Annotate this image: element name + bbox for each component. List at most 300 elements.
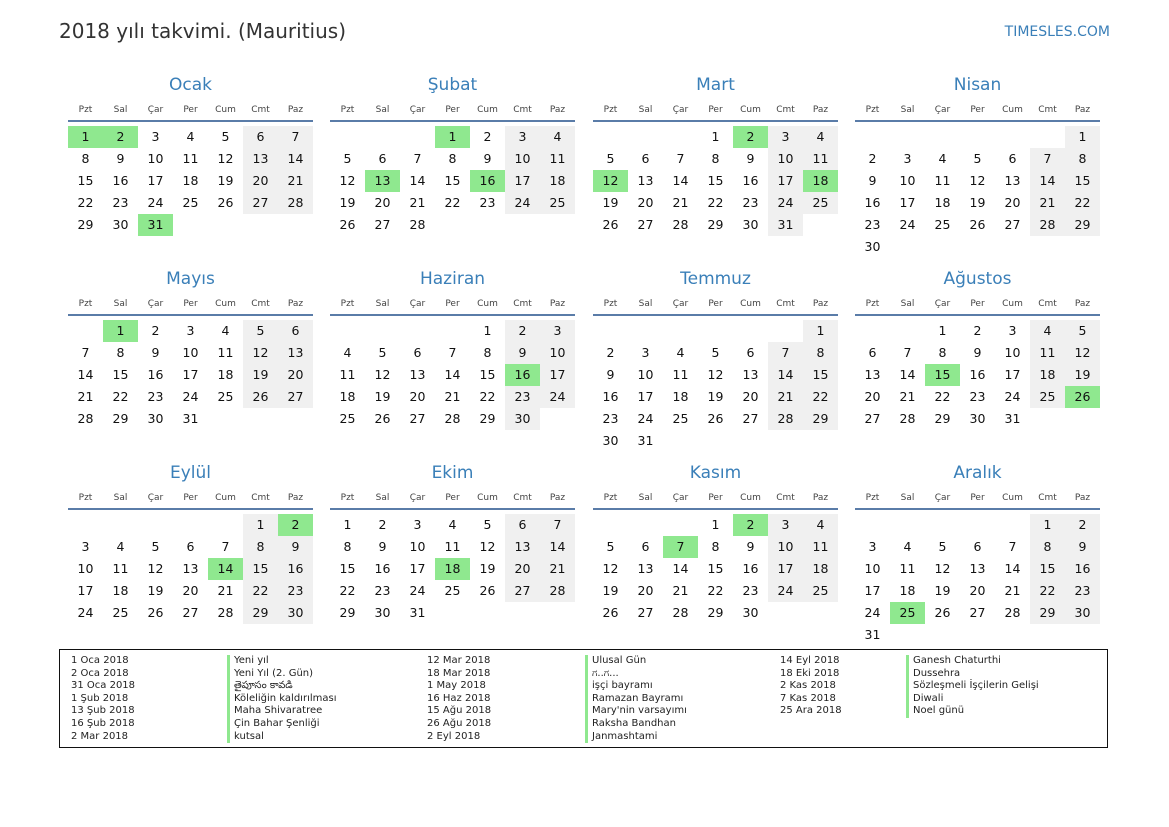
day-cell: 24 (768, 192, 803, 214)
day-cell: 18 (182, 173, 199, 188)
day-cell: 2 (868, 151, 877, 166)
day-cell: 12 (374, 367, 391, 382)
day-cell: 30 (112, 217, 129, 232)
day-cell: 19 (339, 195, 356, 210)
day-cell: 24 (899, 217, 916, 232)
day-cell: 14 (77, 367, 94, 382)
day-cell: 28 (768, 408, 803, 430)
day-cell: 7 (278, 126, 313, 148)
day-cell: 10 (899, 173, 916, 188)
weekday-label: Cmt (1038, 493, 1057, 503)
empty-cell (855, 514, 890, 536)
day-cell: 21 (540, 558, 575, 580)
month-title: Haziran (419, 269, 486, 289)
day-cell: 29 (77, 217, 94, 232)
day-cell: 18 (217, 367, 234, 382)
header-divider (68, 120, 313, 122)
day-cell: 9 (278, 536, 313, 558)
day-cell: 28 (217, 605, 234, 620)
legend-holiday-name: işçi bayramı (585, 680, 687, 693)
weekday-label: Çar (409, 299, 426, 309)
day-cell: 20 (969, 583, 986, 598)
weekday-label: Cum (215, 493, 236, 503)
weekday-label: Sal (113, 493, 128, 503)
weekday-label: Cmt (776, 105, 795, 115)
day-cell: 13 (409, 367, 426, 382)
day-cell: 1 (243, 514, 278, 536)
day-cell: 6 (641, 539, 650, 554)
day-cell: 30 (602, 433, 619, 448)
weekday-label: Çar (147, 299, 164, 309)
day-cell: 1 (803, 320, 838, 342)
holiday-day-cell: 2 (103, 126, 138, 148)
weekday-label: Paz (287, 299, 304, 309)
day-cell: 19 (374, 389, 391, 404)
day-cell: 11 (672, 367, 689, 382)
month-title: Kasım (689, 463, 742, 483)
day-cell: 9 (505, 342, 540, 364)
day-cell: 30 (742, 217, 759, 232)
day-cell: 21 (217, 583, 234, 598)
legend-date: 16 Haz 2018 (427, 692, 491, 704)
day-cell: 3 (868, 539, 877, 554)
day-cell: 25 (540, 192, 575, 214)
day-cell: 9 (1065, 536, 1100, 558)
day-cell: 3 (540, 320, 575, 342)
day-cell: 24 (147, 195, 164, 210)
day-cell: 5 (606, 539, 615, 554)
weekday-label: Cmt (251, 105, 270, 115)
weekday-label: Çar (147, 105, 164, 115)
day-cell: 13 (1004, 173, 1021, 188)
day-cell: 10 (182, 345, 199, 360)
day-cell: 19 (147, 583, 164, 598)
weekday-header (593, 489, 838, 508)
day-cell: 20 (742, 389, 759, 404)
day-cell: 27 (864, 411, 881, 426)
day-cell: 23 (602, 411, 619, 426)
header-divider (68, 508, 313, 510)
weekday-label: Sal (900, 105, 915, 115)
day-cell: 18 (112, 583, 129, 598)
day-cell: 17 (768, 558, 803, 580)
day-cell: 10 (768, 148, 803, 170)
day-cell: 20 (243, 170, 278, 192)
day-cell: 27 (637, 605, 654, 620)
day-cell: 11 (803, 148, 838, 170)
day-cell: 13 (864, 367, 881, 382)
day-cell: 17 (540, 364, 575, 386)
day-cell: 14 (444, 367, 461, 382)
day-cell: 24 (540, 386, 575, 408)
day-cell: 11 (444, 539, 461, 554)
day-cell: 6 (413, 345, 422, 360)
day-cell: 15 (707, 561, 724, 576)
day-cell: 15 (707, 173, 724, 188)
legend-names-col-1 (227, 655, 336, 743)
weekday-label: Cmt (513, 493, 532, 503)
day-cell: 29 (243, 602, 278, 624)
day-cell: 9 (746, 151, 755, 166)
day-cell: 3 (413, 517, 422, 532)
weekday-label: Sal (638, 299, 653, 309)
legend-date: 31 Oca 2018 (71, 680, 136, 692)
day-cell: 25 (444, 583, 461, 598)
day-cell: 26 (147, 605, 164, 620)
weekday-header (855, 295, 1100, 314)
day-cell: 8 (81, 151, 90, 166)
day-cell: 18 (339, 389, 356, 404)
day-cell: 5 (343, 151, 352, 166)
weekday-label: Cmt (776, 493, 795, 503)
day-cell: 18 (672, 389, 689, 404)
day-cell: 3 (1008, 323, 1017, 338)
day-cell: 28 (899, 411, 916, 426)
day-grid (593, 514, 838, 624)
weekday-header (330, 489, 575, 508)
weekday-label: Pzt (78, 299, 93, 309)
empty-cell (330, 320, 365, 342)
day-cell: 9 (116, 151, 125, 166)
day-cell: 29 (1030, 602, 1065, 624)
empty-cell (138, 514, 173, 536)
holiday-day-cell: 7 (663, 536, 698, 558)
page-title: 2018 yılı takvimi. (Mauritius) (59, 19, 347, 43)
day-cell: 3 (768, 514, 803, 536)
day-cell: 28 (409, 217, 426, 232)
weekday-label: Per (183, 105, 198, 115)
weekday-label: Pzt (340, 493, 355, 503)
day-cell: 27 (374, 217, 391, 232)
day-cell: 5 (221, 129, 230, 144)
day-cell: 4 (343, 345, 352, 360)
day-cell: 8 (938, 345, 947, 360)
day-cell: 25 (112, 605, 129, 620)
day-cell: 8 (448, 151, 457, 166)
empty-cell (365, 320, 400, 342)
day-cell: 4 (221, 323, 230, 338)
header-divider (593, 120, 838, 122)
holiday-day-cell: 14 (208, 558, 243, 580)
weekday-label: Pzt (603, 493, 618, 503)
day-grid (855, 126, 1100, 258)
day-cell: 30 (147, 411, 164, 426)
day-cell: 5 (243, 320, 278, 342)
month-block (593, 73, 838, 236)
day-cell: 13 (243, 148, 278, 170)
day-cell: 12 (479, 539, 496, 554)
day-cell: 19 (1065, 364, 1100, 386)
weekday-label: Cmt (1038, 105, 1057, 115)
day-cell: 11 (339, 367, 356, 382)
day-cell: 17 (409, 561, 426, 576)
day-cell: 31 (864, 627, 881, 642)
day-cell: 6 (746, 345, 755, 360)
day-cell: 10 (77, 561, 94, 576)
day-cell: 18 (803, 558, 838, 580)
empty-cell (890, 320, 925, 342)
day-cell: 8 (711, 151, 720, 166)
day-cell: 7 (413, 151, 422, 166)
month-title: Aralık (953, 463, 1002, 483)
day-cell: 25 (1030, 386, 1065, 408)
weekday-label: Cmt (251, 299, 270, 309)
month-title: Nisan (953, 75, 1002, 95)
legend-holiday-name: Mary'nin varsayımı (585, 705, 687, 718)
weekday-header (855, 101, 1100, 120)
day-cell: 11 (1030, 342, 1065, 364)
day-cell: 21 (672, 195, 689, 210)
day-cell: 29 (707, 605, 724, 620)
month-block (855, 267, 1100, 430)
day-cell: 11 (899, 561, 916, 576)
day-cell: 2 (606, 345, 615, 360)
weekday-label: Pzt (78, 493, 93, 503)
day-cell: 14 (672, 173, 689, 188)
day-cell: 4 (903, 539, 912, 554)
day-grid (855, 514, 1100, 646)
day-cell: 6 (973, 539, 982, 554)
empty-cell (593, 126, 628, 148)
day-cell: 8 (711, 539, 720, 554)
day-cell: 2 (378, 517, 387, 532)
weekday-label: Cum (1002, 299, 1023, 309)
day-cell: 5 (378, 345, 387, 360)
day-cell: 8 (1065, 148, 1100, 170)
day-cell: 25 (182, 195, 199, 210)
day-cell: 20 (374, 195, 391, 210)
day-grid (68, 320, 313, 430)
legend-holiday-name: Ramazan Bayramı (585, 693, 687, 706)
weekday-header (330, 295, 575, 314)
day-cell: 24 (409, 583, 426, 598)
weekday-header (593, 295, 838, 314)
day-cell: 9 (606, 367, 615, 382)
legend-holiday-name: Maha Shivaratree (227, 705, 336, 718)
holiday-day-cell: 2 (278, 514, 313, 536)
month-block (330, 73, 575, 236)
day-cell: 4 (116, 539, 125, 554)
weekday-label: Paz (287, 105, 304, 115)
empty-cell (663, 320, 698, 342)
day-cell: 2 (151, 323, 160, 338)
month-block (68, 461, 313, 624)
day-cell: 25 (803, 192, 838, 214)
day-cell: 19 (934, 583, 951, 598)
weekday-label: Per (445, 105, 460, 115)
day-cell: 5 (938, 539, 947, 554)
day-cell: 20 (182, 583, 199, 598)
day-cell: 7 (221, 539, 230, 554)
day-cell: 27 (278, 386, 313, 408)
weekday-label: Çar (934, 493, 951, 503)
day-cell: 23 (112, 195, 129, 210)
day-cell: 14 (278, 148, 313, 170)
day-cell: 1 (343, 517, 352, 532)
day-cell: 1 (711, 129, 720, 144)
weekday-header (68, 489, 313, 508)
legend-date: 14 Eyl 2018 (780, 655, 840, 666)
empty-cell (103, 514, 138, 536)
day-cell: 26 (707, 411, 724, 426)
month-block (68, 267, 313, 430)
day-cell: 28 (444, 411, 461, 426)
day-cell: 27 (1004, 217, 1021, 232)
weekday-label: Cmt (513, 299, 532, 309)
day-cell: 24 (505, 192, 540, 214)
day-cell: 5 (483, 517, 492, 532)
day-cell: 6 (505, 514, 540, 536)
day-cell: 29 (112, 411, 129, 426)
day-cell: 22 (707, 583, 724, 598)
day-cell: 12 (602, 561, 619, 576)
weekday-label: Cum (477, 493, 498, 503)
day-cell: 8 (483, 345, 492, 360)
weekday-label: Pzt (340, 105, 355, 115)
day-cell: 30 (278, 602, 313, 624)
day-cell: 17 (899, 195, 916, 210)
day-cell: 10 (637, 367, 654, 382)
day-cell: 20 (505, 558, 540, 580)
month-title: Ağustos (943, 269, 1012, 289)
day-cell: 20 (637, 583, 654, 598)
day-cell: 13 (742, 367, 759, 382)
day-cell: 12 (1065, 342, 1100, 364)
day-cell: 19 (602, 583, 619, 598)
day-cell: 31 (409, 605, 426, 620)
day-cell: 16 (864, 195, 881, 210)
day-cell: 22 (339, 583, 356, 598)
day-cell: 9 (746, 539, 755, 554)
day-cell: 8 (243, 536, 278, 558)
day-cell: 23 (374, 583, 391, 598)
day-grid (855, 320, 1100, 430)
weekday-label: Paz (812, 493, 829, 503)
day-cell: 2 (505, 320, 540, 342)
header-divider (593, 508, 838, 510)
weekday-label: Sal (375, 105, 390, 115)
day-cell: 23 (147, 389, 164, 404)
day-cell: 31 (768, 214, 803, 236)
legend-holiday-name: Noel günü (906, 705, 1039, 718)
day-cell: 16 (602, 389, 619, 404)
weekday-label: Paz (549, 299, 566, 309)
header-divider (855, 508, 1100, 510)
day-grid (68, 514, 313, 624)
day-cell: 4 (803, 514, 838, 536)
day-grid (330, 126, 575, 236)
day-cell: 11 (934, 173, 951, 188)
day-cell: 3 (81, 539, 90, 554)
day-cell: 27 (409, 411, 426, 426)
day-cell: 17 (505, 170, 540, 192)
day-cell: 27 (182, 605, 199, 620)
day-cell: 9 (973, 345, 982, 360)
weekday-label: Cum (1002, 105, 1023, 115)
weekday-label: Çar (672, 299, 689, 309)
day-cell: 15 (77, 173, 94, 188)
day-cell: 4 (448, 517, 457, 532)
legend-holiday-name: Yeni Yıl (2. Gün) (227, 668, 336, 681)
day-cell: 21 (1004, 583, 1021, 598)
empty-cell (173, 514, 208, 536)
day-cell: 15 (803, 364, 838, 386)
site-link[interactable]: TIMESLES.COM (1004, 24, 1110, 40)
day-cell: 26 (602, 605, 619, 620)
empty-cell (365, 126, 400, 148)
day-cell: 18 (1030, 364, 1065, 386)
day-cell: 12 (243, 342, 278, 364)
day-cell: 17 (77, 583, 94, 598)
day-cell: 10 (505, 148, 540, 170)
day-cell: 4 (803, 126, 838, 148)
day-cell: 26 (339, 217, 356, 232)
day-cell: 13 (278, 342, 313, 364)
weekday-label: Çar (672, 105, 689, 115)
weekday-label: Paz (549, 105, 566, 115)
day-cell: 10 (1004, 345, 1021, 360)
day-cell: 22 (77, 195, 94, 210)
empty-cell (663, 514, 698, 536)
day-cell: 25 (803, 580, 838, 602)
day-cell: 30 (505, 408, 540, 430)
legend-date: 2 Eyl 2018 (427, 730, 481, 742)
day-cell: 16 (112, 173, 129, 188)
holiday-day-cell: 2 (733, 514, 768, 536)
weekday-label: Cum (740, 299, 761, 309)
day-cell: 20 (864, 389, 881, 404)
day-cell: 7 (1030, 148, 1065, 170)
day-cell: 30 (374, 605, 391, 620)
weekday-label: Cum (215, 105, 236, 115)
month-title: Mayıs (166, 269, 215, 289)
holiday-day-cell: 31 (138, 214, 173, 236)
day-cell: 22 (1065, 192, 1100, 214)
day-cell: 15 (479, 367, 496, 382)
day-cell: 3 (903, 151, 912, 166)
day-cell: 23 (742, 195, 759, 210)
day-cell: 13 (505, 536, 540, 558)
header-divider (593, 314, 838, 316)
holiday-day-cell: 26 (1065, 386, 1100, 408)
weekday-label: Cum (1002, 493, 1023, 503)
legend-dates-col-2 (427, 655, 491, 743)
day-cell: 4 (676, 345, 685, 360)
day-cell: 7 (448, 345, 457, 360)
legend-holiday-name: Sözleşmeli İşçilerin Gelişi (906, 680, 1039, 693)
day-cell: 14 (899, 367, 916, 382)
weekday-label: Paz (812, 105, 829, 115)
day-cell: 22 (803, 386, 838, 408)
empty-cell (960, 126, 995, 148)
day-cell: 7 (1008, 539, 1017, 554)
weekday-label: Per (970, 493, 985, 503)
day-cell: 17 (864, 583, 881, 598)
day-cell: 27 (505, 580, 540, 602)
day-cell: 12 (969, 173, 986, 188)
day-cell: 22 (243, 580, 278, 602)
weekday-header (68, 101, 313, 120)
month-title: Temmuz (680, 269, 751, 289)
day-cell: 6 (186, 539, 195, 554)
day-cell: 24 (864, 605, 881, 620)
day-cell: 28 (672, 217, 689, 232)
empty-cell (1030, 126, 1065, 148)
day-cell: 24 (768, 580, 803, 602)
day-cell: 23 (278, 580, 313, 602)
weekday-label: Çar (409, 493, 426, 503)
day-cell: 30 (1065, 602, 1100, 624)
